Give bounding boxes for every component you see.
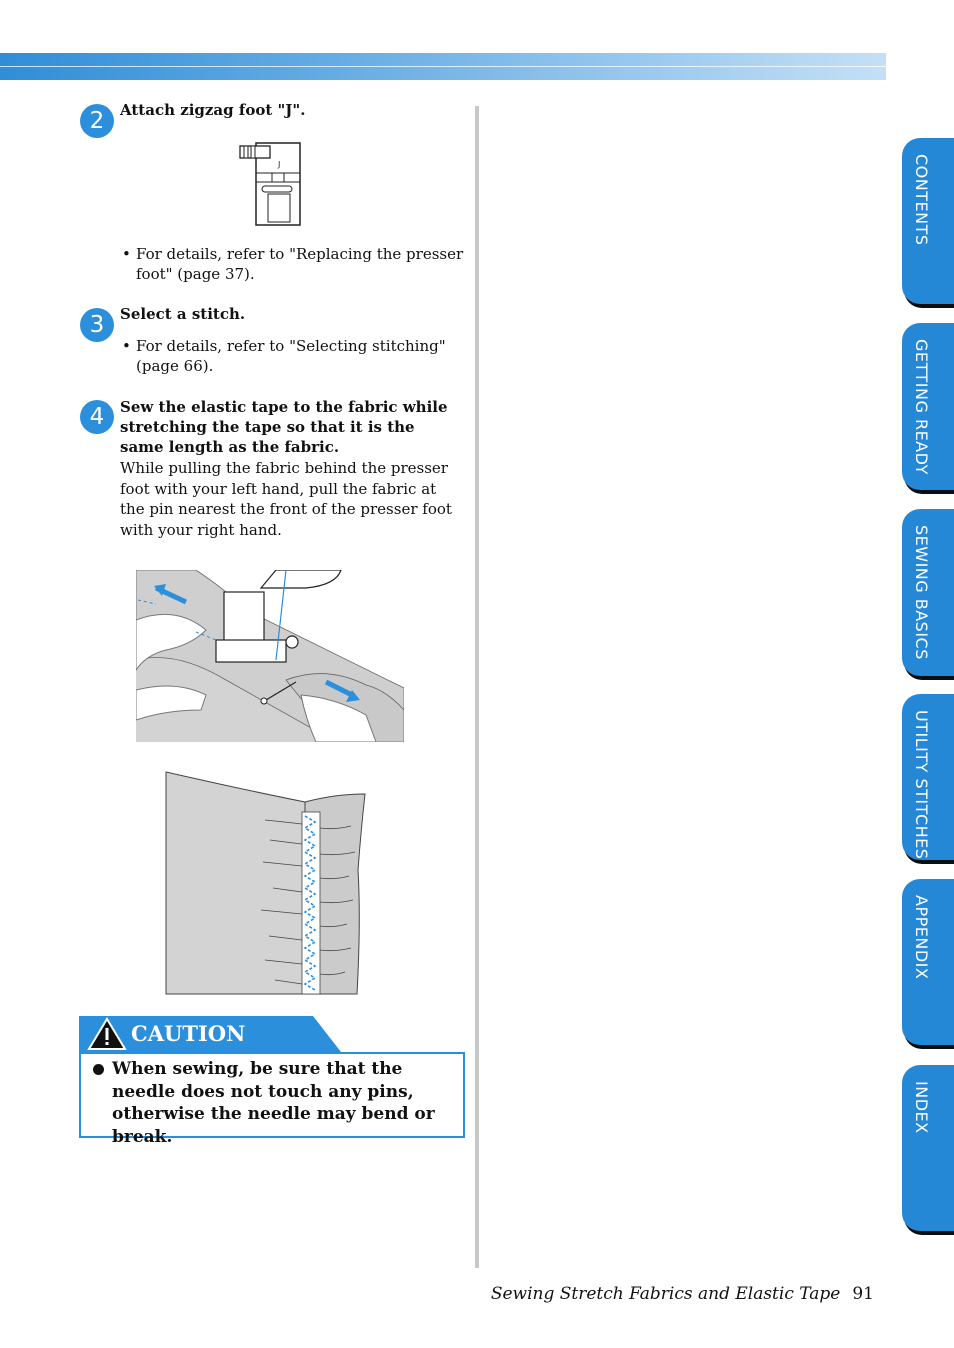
step-4-title: Sew the elastic tape to the fabric while stretching the tape so that it is the same length as the fabric.	[120, 398, 448, 456]
step-3-bullet: • For details, refer to "Selecting stitching" (page 66).	[122, 337, 446, 375]
foot-letter: J	[278, 160, 281, 169]
tab-contents[interactable]	[902, 138, 954, 304]
step-number-4: 4	[80, 400, 114, 434]
tab-appendix-label: APPENDIX	[912, 895, 931, 980]
step-2-bullet: • For details, refer to "Replacing the presser foot" (page 37).	[122, 245, 464, 283]
tab-appendix[interactable]	[902, 879, 954, 1045]
step-2-title: Attach zigzag foot "J".	[120, 101, 306, 119]
tab-utility-stitches-label: UTILITY STITCHES	[912, 710, 931, 860]
page-footer	[491, 1284, 874, 1304]
caution-text: When sewing, be sure that the needle does not touch any pins, otherwise the needle may bend or break.	[112, 1059, 435, 1147]
step-3-bullet-text: For details, refer to "Selecting stitching" (page 66).	[136, 337, 446, 375]
tab-index-label: INDEX	[912, 1081, 931, 1134]
step-3-title: Select a stitch.	[120, 305, 246, 323]
gathered-fabric-illustration	[165, 770, 367, 996]
header-bar	[0, 53, 886, 80]
sewing-elastic-illustration	[136, 570, 404, 742]
footer-title: Sewing Stretch Fabrics and Elastic Tape	[490, 1284, 841, 1304]
step-4-body: While pulling the fabric behind the presser foot with your left hand, pull the fabric at the pin nearest the front of the presser foot with your right hand.	[120, 459, 452, 539]
tab-contents-label: CONTENTS	[912, 154, 931, 246]
tab-sewing-basics-label: SEWING BASICS	[912, 525, 931, 660]
caution-bullet	[93, 1064, 104, 1075]
column-divider	[475, 106, 479, 1268]
zigzag-foot-illustration	[238, 140, 304, 228]
page-number: 91	[852, 1284, 874, 1304]
tab-getting-ready-label: GETTING READY	[912, 339, 931, 475]
tab-sewing-basics[interactable]	[902, 509, 954, 676]
tab-index[interactable]	[902, 1065, 954, 1231]
step-number-2: 2	[80, 104, 114, 138]
step-number-3: 3	[80, 308, 114, 342]
caution-label: CAUTION	[131, 1021, 246, 1046]
step-2-bullet-text: For details, refer to "Replacing the presser foot" (page 37).	[136, 245, 464, 283]
tab-utility-stitches[interactable]	[902, 694, 954, 860]
tab-getting-ready[interactable]	[902, 323, 954, 490]
